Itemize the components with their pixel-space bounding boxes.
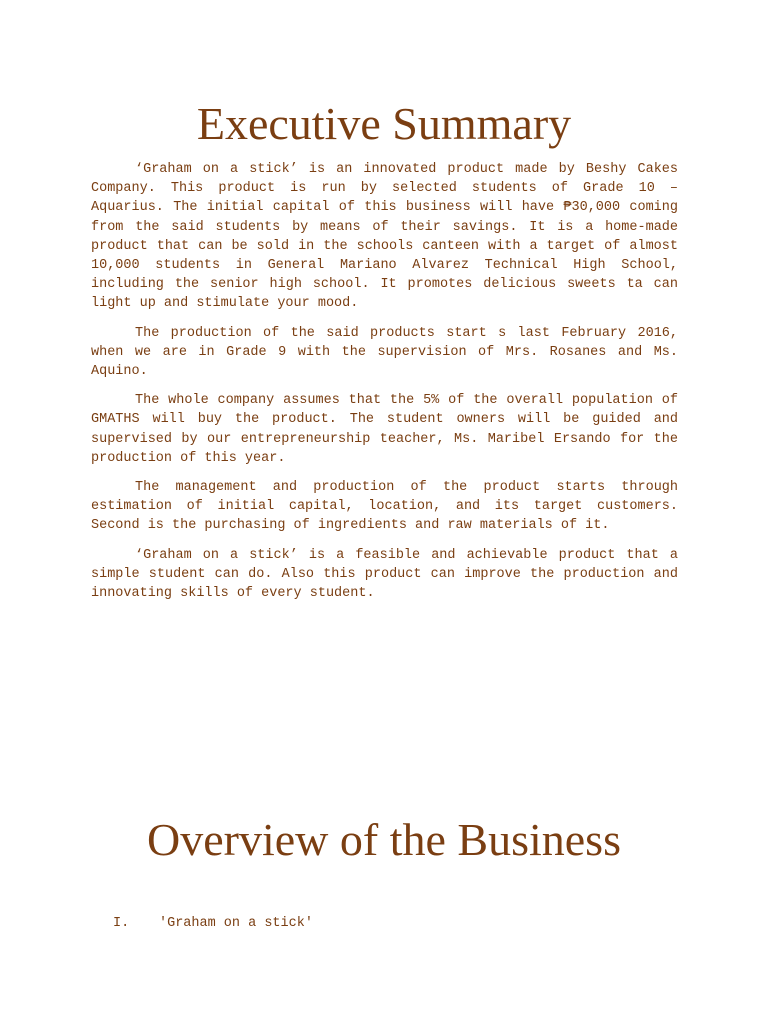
paragraph-2: The production of the said products start s last February 2016, when we are in Grade 9 with the supervision of Mrs. Rosanes and Ms. Aquino. [91, 325, 678, 380]
paragraph-4: The management and production of the product starts through estimation of initial capital, location, and its target customers. Second is the purchasing of ingredients and raw materials of it. [91, 480, 678, 534]
executive-summary-body [91, 160, 678, 613]
list-item [113, 914, 313, 933]
paragraph-3: The whole company assumes that the 5% of the overall population of GMATHS will buy the product. The student owners will be guided and supervised by our entrepreneurship teacher, Ms. Maribel Ersando for the production of this year. [91, 393, 678, 466]
paragraph-1: ‘Graham on a stick’ is an innovated product made by Beshy Cakes Company. This product is run by selected students of Grade 10 – Aquarius. The initial capital of this business will have ₱30,000 coming from the said students by means of their savings. It is a home-made product that can be sold in the schools canteen with a target of almost 10,000 students in General Mariano Alvarez Technical High School, including the senior high school. It promotes delicious sweets ta can light up and stimulate your mood. [91, 162, 678, 312]
list-item-number: I. [113, 916, 130, 931]
paragraph-5: ‘Graham on a stick’ is a feasible and achievable product that a simple student can do. Also this product can improve the production and innovating skills of every student. [91, 547, 678, 602]
overview-heading: Overview of the Business [147, 814, 621, 865]
list-item-text: 'Graham on a stick' [159, 916, 313, 931]
executive-summary-heading: Executive Summary [196, 98, 572, 149]
overview-list [113, 876, 313, 971]
